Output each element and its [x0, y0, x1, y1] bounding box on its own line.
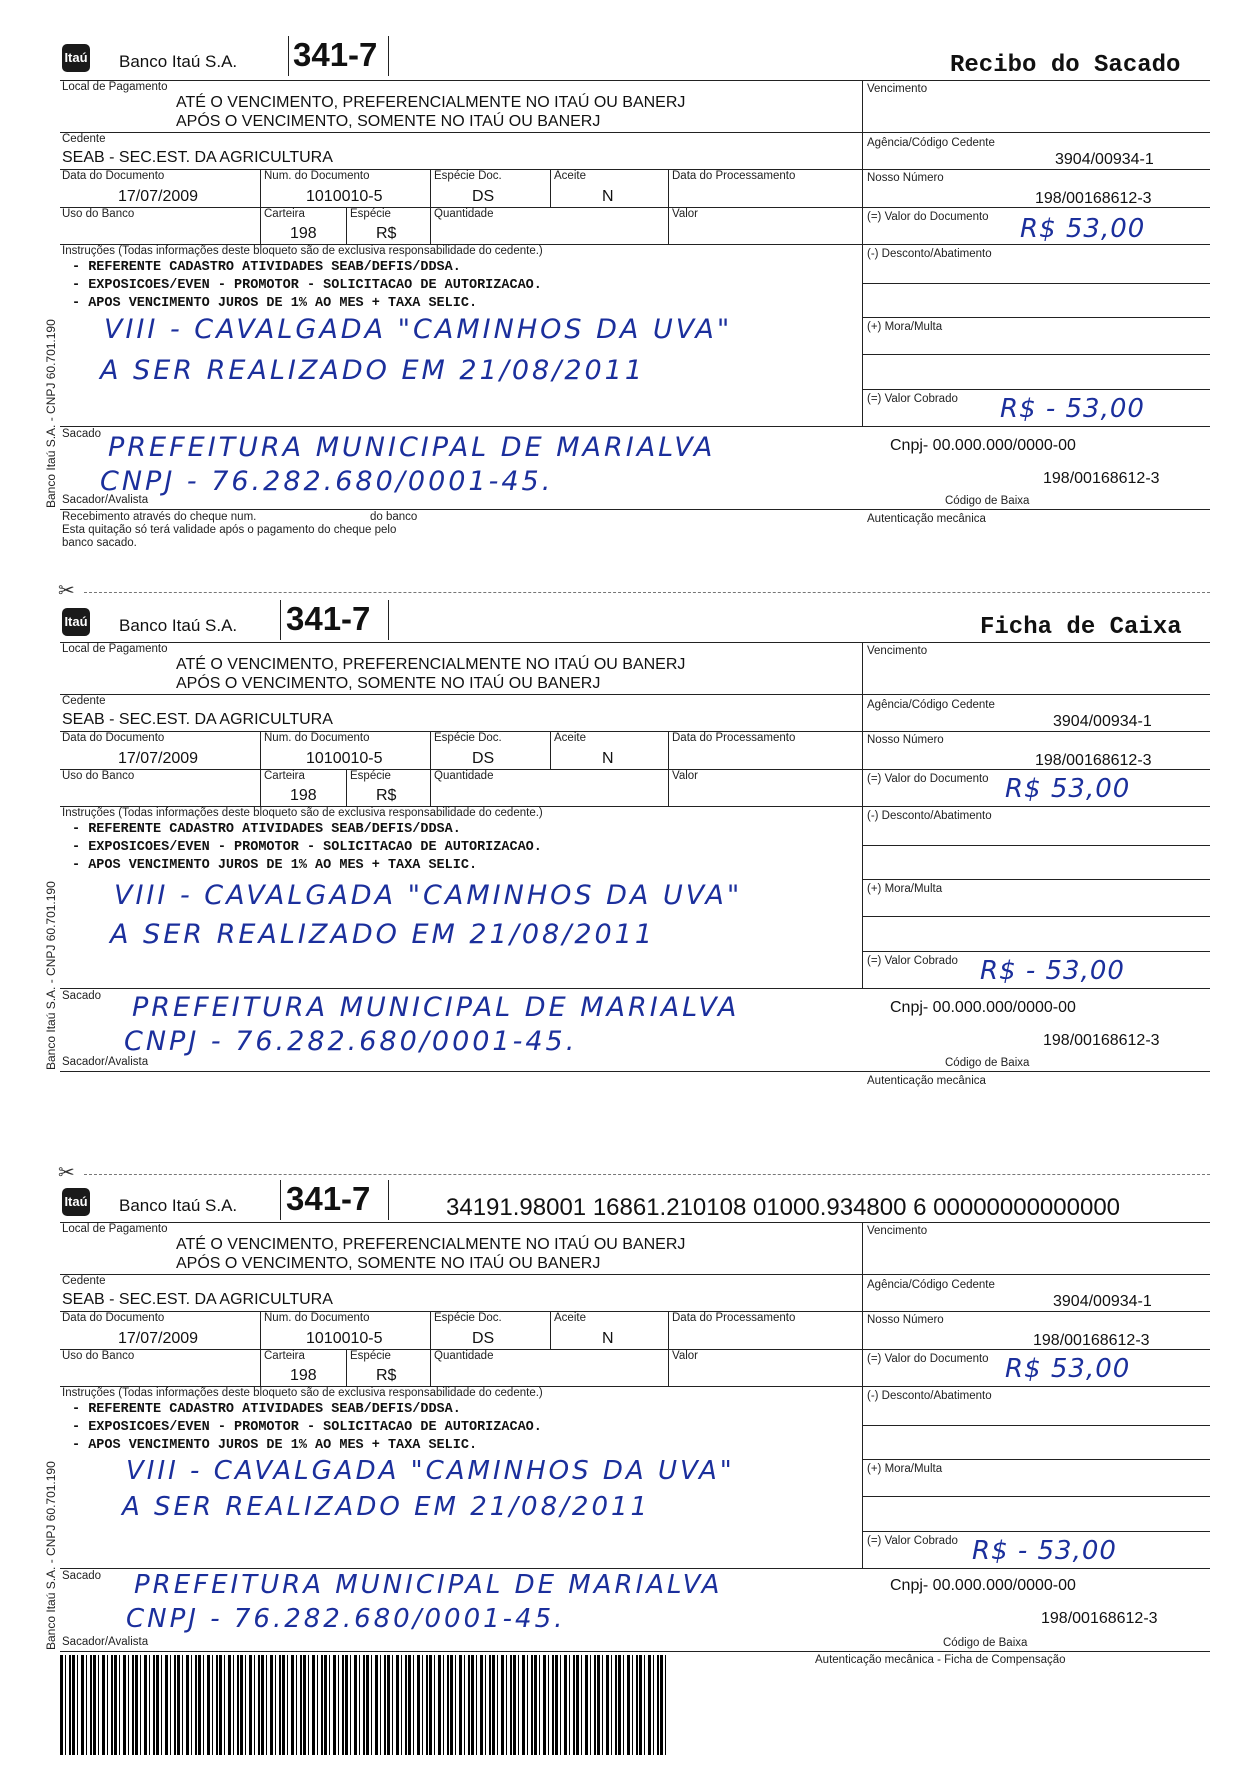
- instrucao-2: - EXPOSICOES/EVEN - PROMOTOR - SOLICITACAO DE AUTORIZACAO.: [72, 840, 542, 855]
- sacador-label: Sacador/Avalista: [62, 1636, 149, 1648]
- agencia-value: 3904/00934-1: [1053, 1293, 1152, 1310]
- aceite-value: N: [602, 1330, 614, 1347]
- valor-documento-label: (=) Valor do Documento: [867, 773, 989, 785]
- sacado-label: Sacado: [62, 990, 102, 1002]
- uso-banco-label: Uso do Banco: [62, 208, 135, 220]
- handwritten-valor-cobrado: R$ - 53,00: [972, 1536, 1117, 1566]
- slip-title: Ficha de Caixa: [980, 614, 1182, 641]
- agencia-label: Agência/Código Cedente: [867, 699, 995, 711]
- slip-title: Recibo do Sacado: [950, 52, 1181, 79]
- cheque-footer-1b: do banco: [370, 511, 418, 523]
- data-documento-value: 17/07/2009: [118, 1330, 199, 1347]
- cheque-footer-2: Esta quitação só terá validade após o pagamento do cheque pelo: [62, 524, 397, 536]
- aceite-label: Aceite: [554, 732, 586, 744]
- data-documento-label: Data do Documento: [62, 1312, 165, 1324]
- instrucao-2: - EXPOSICOES/EVEN - PROMOTOR - SOLICITACAO DE AUTORIZACAO.: [72, 1420, 542, 1435]
- itau-logo: Itaú: [62, 608, 90, 636]
- uso-banco-label: Uso do Banco: [62, 770, 135, 782]
- especie-label: Espécie: [350, 208, 391, 220]
- instrucao-1: - REFERENTE CADASTRO ATIVIDADES SEAB/DEFIS/DDSA.: [72, 260, 461, 275]
- cnpj-value: Cnpj- 00.000.000/0000-00: [890, 437, 1076, 454]
- handwritten-event-line1: VIII - CAVALGADA "CAMINHOS DA UVA": [104, 314, 733, 345]
- cedente-value: SEAB - SEC.EST. DA AGRICULTURA: [62, 149, 333, 166]
- cedente-value: SEAB - SEC.EST. DA AGRICULTURA: [62, 1291, 333, 1308]
- handwritten-sacado-name: PREFEITURA MUNICIPAL DE MARIALVA: [134, 1570, 723, 1600]
- codigo-baixa-label: Código de Baixa: [943, 1637, 1028, 1649]
- especie-label: Espécie: [350, 770, 391, 782]
- sacado-label: Sacado: [62, 428, 102, 440]
- instrucao-3: - APOS VENCIMENTO JUROS DE 1% AO MES + TAXA SELIC.: [72, 858, 478, 873]
- scissors-icon: ✂: [58, 580, 75, 602]
- num-documento-value: 1010010-5: [306, 188, 383, 205]
- instrucoes-label: Instruções (Todas informações deste bloqueto são de exclusiva responsabilidade do cedente.): [62, 807, 543, 819]
- handwritten-sacado-cnpj: CNPJ - 76.282.680/0001-45.: [126, 1604, 566, 1634]
- valor-cobrado-label: (=) Valor Cobrado: [867, 1535, 958, 1547]
- agencia-value: 3904/00934-1: [1055, 151, 1154, 168]
- codigo-baixa-value: 198/00168612-3: [1041, 1610, 1158, 1627]
- nosso-numero-label: Nosso Número: [867, 734, 944, 746]
- carteira-value: 198: [290, 787, 317, 804]
- codigo-baixa-value: 198/00168612-3: [1043, 1032, 1160, 1049]
- autenticacao-label: Autenticação mecânica: [867, 1075, 986, 1087]
- cedente-value: SEAB - SEC.EST. DA AGRICULTURA: [62, 711, 333, 728]
- aceite-label: Aceite: [554, 1312, 586, 1324]
- especie-doc-label: Espécie Doc.: [434, 732, 502, 744]
- handwritten-sacado-name: PREFEITURA MUNICIPAL DE MARIALVA: [132, 992, 740, 1023]
- handwritten-sacado-name: PREFEITURA MUNICIPAL DE MARIALVA: [108, 432, 716, 463]
- bank-name: Banco Itaú S.A.: [119, 616, 238, 635]
- linha-digitavel: 34191.98001 16861.210108 01000.934800 6 00000000000000: [446, 1194, 1121, 1221]
- handwritten-valor-cobrado: R$ - 53,00: [980, 956, 1125, 986]
- aceite-label: Aceite: [554, 170, 586, 182]
- instrucao-1: - REFERENTE CADASTRO ATIVIDADES SEAB/DEFIS/DDSA.: [72, 1402, 461, 1417]
- cheque-footer-1: Recebimento através do cheque num.: [62, 511, 257, 523]
- codigo-baixa-value: 198/00168612-3: [1043, 470, 1160, 487]
- agencia-label: Agência/Código Cedente: [867, 1279, 995, 1291]
- cheque-footer-3: banco sacado.: [62, 537, 137, 549]
- nosso-numero-value: 198/00168612-3: [1035, 752, 1152, 769]
- especie-value: R$: [376, 225, 397, 242]
- especie-doc-label: Espécie Doc.: [434, 1312, 502, 1324]
- side-cnpj-text: Banco Itaú S.A. - CNPJ 60.701.190: [44, 1461, 58, 1650]
- bank-code: 341-7: [286, 1180, 371, 1217]
- agencia-label: Agência/Código Cedente: [867, 137, 995, 149]
- agencia-value: 3904/00934-1: [1053, 713, 1152, 730]
- mora-label: (+) Mora/Multa: [867, 1463, 943, 1475]
- valor-cobrado-label: (=) Valor Cobrado: [867, 955, 958, 967]
- uso-banco-label: Uso do Banco: [62, 1350, 135, 1362]
- especie-value: R$: [376, 787, 397, 804]
- codigo-baixa-label: Código de Baixa: [945, 495, 1030, 507]
- num-documento-value: 1010010-5: [306, 750, 383, 767]
- handwritten-event-line2: A SER REALIZADO EM 21/08/2011: [100, 355, 646, 386]
- bank-code: 341-7: [286, 600, 371, 637]
- carteira-value: 198: [290, 225, 317, 242]
- cedente-label: Cedente: [62, 1275, 106, 1287]
- instrucoes-label: Instruções (Todas informações deste bloqueto são de exclusiva responsabilidade do cedente.): [62, 1387, 543, 1399]
- autenticacao-ficha-label: Autenticação mecânica - Ficha de Compensação: [815, 1654, 1066, 1666]
- sacador-label: Sacador/Avalista: [62, 1056, 149, 1068]
- especie-doc-label: Espécie Doc.: [434, 170, 502, 182]
- handwritten-event-line1: VIII - CAVALGADA "CAMINHOS DA UVA": [126, 1456, 735, 1486]
- instrucao-3: - APOS VENCIMENTO JUROS DE 1% AO MES + TAXA SELIC.: [72, 1438, 478, 1453]
- mora-label: (+) Mora/Multa: [867, 321, 943, 333]
- data-documento-label: Data do Documento: [62, 170, 165, 182]
- handwritten-event-line2: A SER REALIZADO EM 21/08/2011: [110, 919, 656, 950]
- data-documento-value: 17/07/2009: [118, 750, 199, 767]
- nosso-numero-label: Nosso Número: [867, 172, 944, 184]
- cnpj-value: Cnpj- 00.000.000/0000-00: [890, 1577, 1076, 1594]
- slip-ficha-caixa: [0, 562, 1244, 1102]
- local-pagamento-label: Local de Pagamento: [62, 643, 168, 655]
- instrucoes-label: Instruções (Todas informações deste bloqueto são de exclusiva responsabilidade do cedente.): [62, 245, 543, 257]
- especie-label: Espécie: [350, 1350, 391, 1362]
- side-cnpj-text: Banco Itaú S.A. - CNPJ 60.701.190: [44, 319, 58, 508]
- valor-cobrado-label: (=) Valor Cobrado: [867, 393, 958, 405]
- barcode: [60, 1655, 668, 1755]
- mora-label: (+) Mora/Multa: [867, 883, 943, 895]
- bank-name: Banco Itaú S.A.: [119, 1196, 238, 1215]
- vencimento-label: Vencimento: [867, 1225, 928, 1237]
- aceite-value: N: [602, 188, 614, 205]
- local-pagamento-line2: APÓS O VENCIMENTO, SOMENTE NO ITAÚ OU BANERJ: [176, 113, 601, 130]
- local-pagamento-line1: ATÉ O VENCIMENTO, PREFERENCIALMENTE NO ITAÚ OU BANERJ: [176, 94, 686, 111]
- handwritten-valor-cobrado: R$ - 53,00: [1000, 394, 1145, 424]
- nosso-numero-value: 198/00168612-3: [1033, 1332, 1150, 1349]
- num-documento-label: Num. do Documento: [264, 1312, 370, 1324]
- local-pagamento-line1: ATÉ O VENCIMENTO, PREFERENCIALMENTE NO ITAÚ OU BANERJ: [176, 656, 686, 673]
- codigo-baixa-label: Código de Baixa: [945, 1057, 1030, 1069]
- desconto-label: (-) Desconto/Abatimento: [867, 1390, 992, 1402]
- quantidade-label: Quantidade: [434, 1350, 494, 1362]
- num-documento-label: Num. do Documento: [264, 732, 370, 744]
- data-documento-value: 17/07/2009: [118, 188, 199, 205]
- bank-code: 341-7: [293, 36, 378, 73]
- handwritten-sacado-cnpj: CNPJ - 76.282.680/0001-45.: [100, 466, 554, 497]
- num-documento-value: 1010010-5: [306, 1330, 383, 1347]
- valor-documento-label: (=) Valor do Documento: [867, 211, 989, 223]
- handwritten-valor-documento: R$ 53,00: [1020, 214, 1146, 244]
- itau-logo: Itaú: [62, 44, 90, 72]
- desconto-label: (-) Desconto/Abatimento: [867, 248, 992, 260]
- carteira-label: Carteira: [264, 1350, 305, 1362]
- handwritten-sacado-cnpj: CNPJ - 76.282.680/0001-45.: [124, 1026, 578, 1057]
- data-documento-label: Data do Documento: [62, 732, 165, 744]
- cnpj-value: Cnpj- 00.000.000/0000-00: [890, 999, 1076, 1016]
- handwritten-valor-documento: R$ 53,00: [1005, 1354, 1131, 1384]
- vencimento-label: Vencimento: [867, 83, 928, 95]
- valor-label: Valor: [672, 1350, 698, 1362]
- itau-logo: Itaú: [62, 1188, 90, 1216]
- instrucao-1: - REFERENTE CADASTRO ATIVIDADES SEAB/DEFIS/DDSA.: [72, 822, 461, 837]
- quantidade-label: Quantidade: [434, 208, 494, 220]
- carteira-label: Carteira: [264, 208, 305, 220]
- instrucao-3: - APOS VENCIMENTO JUROS DE 1% AO MES + TAXA SELIC.: [72, 296, 478, 311]
- especie-value: R$: [376, 1367, 397, 1384]
- sacador-label: Sacador/Avalista: [62, 494, 149, 506]
- nosso-numero-label: Nosso Número: [867, 1314, 944, 1326]
- cedente-label: Cedente: [62, 695, 106, 707]
- sacado-label: Sacado: [62, 1570, 102, 1582]
- especie-doc-value: DS: [472, 188, 495, 205]
- scissors-icon: ✂: [58, 1162, 75, 1184]
- handwritten-valor-documento: R$ 53,00: [1005, 774, 1131, 804]
- autenticacao-label: Autenticação mecânica: [867, 513, 986, 525]
- quantidade-label: Quantidade: [434, 770, 494, 782]
- slip-recibo-sacado: [0, 0, 1244, 560]
- valor-label: Valor: [672, 208, 698, 220]
- nosso-numero-value: 198/00168612-3: [1035, 190, 1152, 207]
- handwritten-event-line1: VIII - CAVALGADA "CAMINHOS DA UVA": [114, 880, 743, 911]
- valor-label: Valor: [672, 770, 698, 782]
- local-pagamento-line2: APÓS O VENCIMENTO, SOMENTE NO ITAÚ OU BANERJ: [176, 1255, 601, 1272]
- local-pagamento-line1: ATÉ O VENCIMENTO, PREFERENCIALMENTE NO ITAÚ OU BANERJ: [176, 1236, 686, 1253]
- especie-doc-value: DS: [472, 750, 495, 767]
- desconto-label: (-) Desconto/Abatimento: [867, 810, 992, 822]
- especie-doc-value: DS: [472, 1330, 495, 1347]
- vencimento-label: Vencimento: [867, 645, 928, 657]
- local-pagamento-label: Local de Pagamento: [62, 1223, 168, 1235]
- carteira-value: 198: [290, 1367, 317, 1384]
- bank-name: Banco Itaú S.A.: [119, 52, 238, 71]
- data-processamento-label: Data do Processamento: [672, 732, 796, 744]
- aceite-value: N: [602, 750, 614, 767]
- handwritten-event-line2: A SER REALIZADO EM 21/08/2011: [122, 1492, 651, 1522]
- num-documento-label: Num. do Documento: [264, 170, 370, 182]
- carteira-label: Carteira: [264, 770, 305, 782]
- cedente-label: Cedente: [62, 133, 106, 145]
- instrucao-2: - EXPOSICOES/EVEN - PROMOTOR - SOLICITACAO DE AUTORIZACAO.: [72, 278, 542, 293]
- local-pagamento-line2: APÓS O VENCIMENTO, SOMENTE NO ITAÚ OU BANERJ: [176, 675, 601, 692]
- data-processamento-label: Data do Processamento: [672, 170, 796, 182]
- data-processamento-label: Data do Processamento: [672, 1312, 796, 1324]
- side-cnpj-text: Banco Itaú S.A. - CNPJ 60.701.190: [44, 881, 58, 1070]
- local-pagamento-label: Local de Pagamento: [62, 81, 168, 93]
- valor-documento-label: (=) Valor do Documento: [867, 1353, 989, 1365]
